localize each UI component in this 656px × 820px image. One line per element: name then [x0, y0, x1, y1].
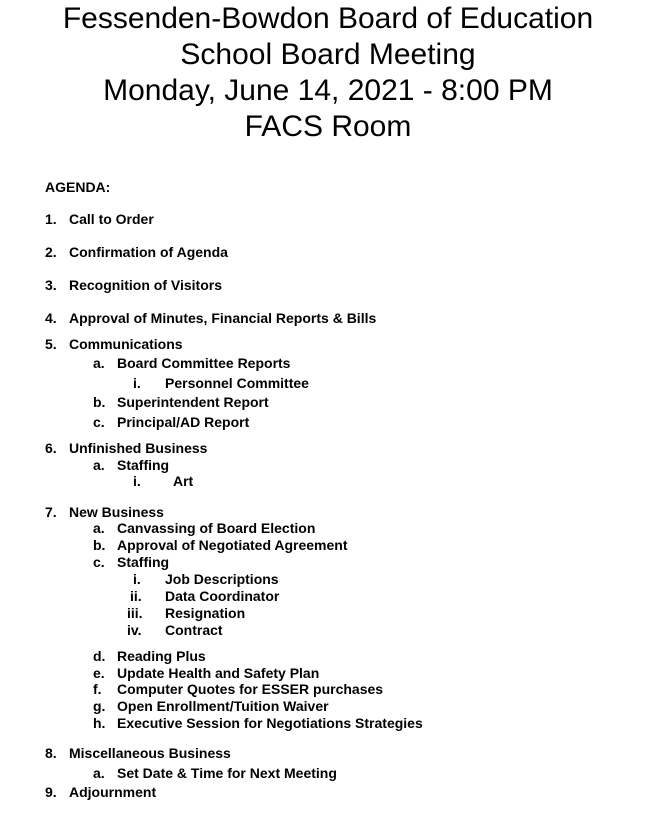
subitem-health-safety-plan: Update Health and Safety Plan	[117, 665, 320, 681]
item-unfinished-business: Unfinished Business	[69, 440, 208, 456]
subitem-letter: b.	[93, 394, 106, 410]
item-number: 1.	[45, 211, 57, 227]
item-number: 5.	[45, 336, 57, 352]
subitem-reading-plus: Reading Plus	[117, 648, 206, 664]
item-number: 4.	[45, 310, 57, 326]
subsubitem-resignation: Resignation	[165, 605, 246, 621]
item-number: 9.	[45, 784, 57, 800]
subitem-letter: f.	[93, 681, 102, 697]
subitem-board-committee-reports: Board Committee Reports	[117, 355, 291, 371]
subitem-next-meeting: Set Date & Time for Next Meeting	[117, 765, 337, 781]
item-confirmation-of-agenda: Confirmation of Agenda	[69, 244, 228, 260]
subsubitem-roman: i.	[133, 473, 141, 489]
subsubitem-roman: i.	[133, 571, 141, 587]
subsubitem-roman: i.	[133, 375, 141, 391]
subitem-principal-ad-report: Principal/AD Report	[117, 414, 250, 430]
meeting-date-time: Monday, June 14, 2021 - 8:00 PM	[103, 74, 553, 107]
subitem-letter: a.	[93, 457, 105, 473]
subitem-open-enrollment: Open Enrollment/Tuition Waiver	[117, 698, 329, 714]
subitem-letter: h.	[93, 715, 106, 731]
item-miscellaneous-business: Miscellaneous Business	[69, 745, 231, 761]
item-adjournment: Adjournment	[69, 784, 157, 800]
subsubitem-contract: Contract	[165, 622, 223, 638]
subsubitem-roman: iii.	[127, 605, 143, 621]
item-number: 6.	[45, 440, 57, 456]
subitem-letter: c.	[93, 554, 105, 570]
item-number: 3.	[45, 277, 57, 293]
item-new-business: New Business	[69, 504, 164, 520]
subitem-staffing: Staffing	[117, 457, 170, 473]
agenda-label: AGENDA:	[45, 179, 111, 195]
item-number: 7.	[45, 504, 57, 520]
subitem-executive-session: Executive Session for Negotiations Strategies	[117, 715, 423, 731]
item-recognition-of-visitors: Recognition of Visitors	[69, 277, 222, 293]
subitem-letter: d.	[93, 648, 106, 664]
subitem-letter: c.	[93, 414, 105, 430]
meeting-location: FACS Room	[244, 110, 412, 143]
subitem-letter: a.	[93, 765, 105, 781]
meeting-title: School Board Meeting	[180, 38, 476, 71]
subsubitem-roman: ii.	[130, 588, 142, 604]
subsubitem-art: Art	[173, 473, 194, 489]
subsubitem-personnel-committee: Personnel Committee	[165, 375, 309, 391]
board-name: Fessenden-Bowdon Board of Education	[62, 2, 594, 35]
item-call-to-order: Call to Order	[69, 211, 154, 227]
subsubitem-job-descriptions: Job Descriptions	[165, 571, 279, 587]
subitem-canvassing: Canvassing of Board Election	[117, 520, 316, 536]
subitem-letter: e.	[93, 665, 105, 681]
subitem-staffing: Staffing	[117, 554, 170, 570]
subsubitem-roman: iv.	[127, 622, 142, 638]
subitem-superintendent-report: Superintendent Report	[117, 394, 269, 410]
subitem-negotiated-agreement: Approval of Negotiated Agreement	[117, 537, 348, 553]
subitem-letter: g.	[93, 698, 106, 714]
item-approval-of-minutes: Approval of Minutes, Financial Reports & Bills	[69, 310, 377, 326]
item-communications: Communications	[69, 336, 183, 352]
item-number: 2.	[45, 244, 57, 260]
subitem-letter: a.	[93, 520, 105, 536]
subitem-computer-quotes: Computer Quotes for ESSER purchases	[117, 681, 384, 697]
subsubitem-data-coordinator: Data Coordinator	[165, 588, 280, 604]
subitem-letter: a.	[93, 355, 105, 371]
subitem-letter: b.	[93, 537, 106, 553]
item-number: 8.	[45, 745, 57, 761]
